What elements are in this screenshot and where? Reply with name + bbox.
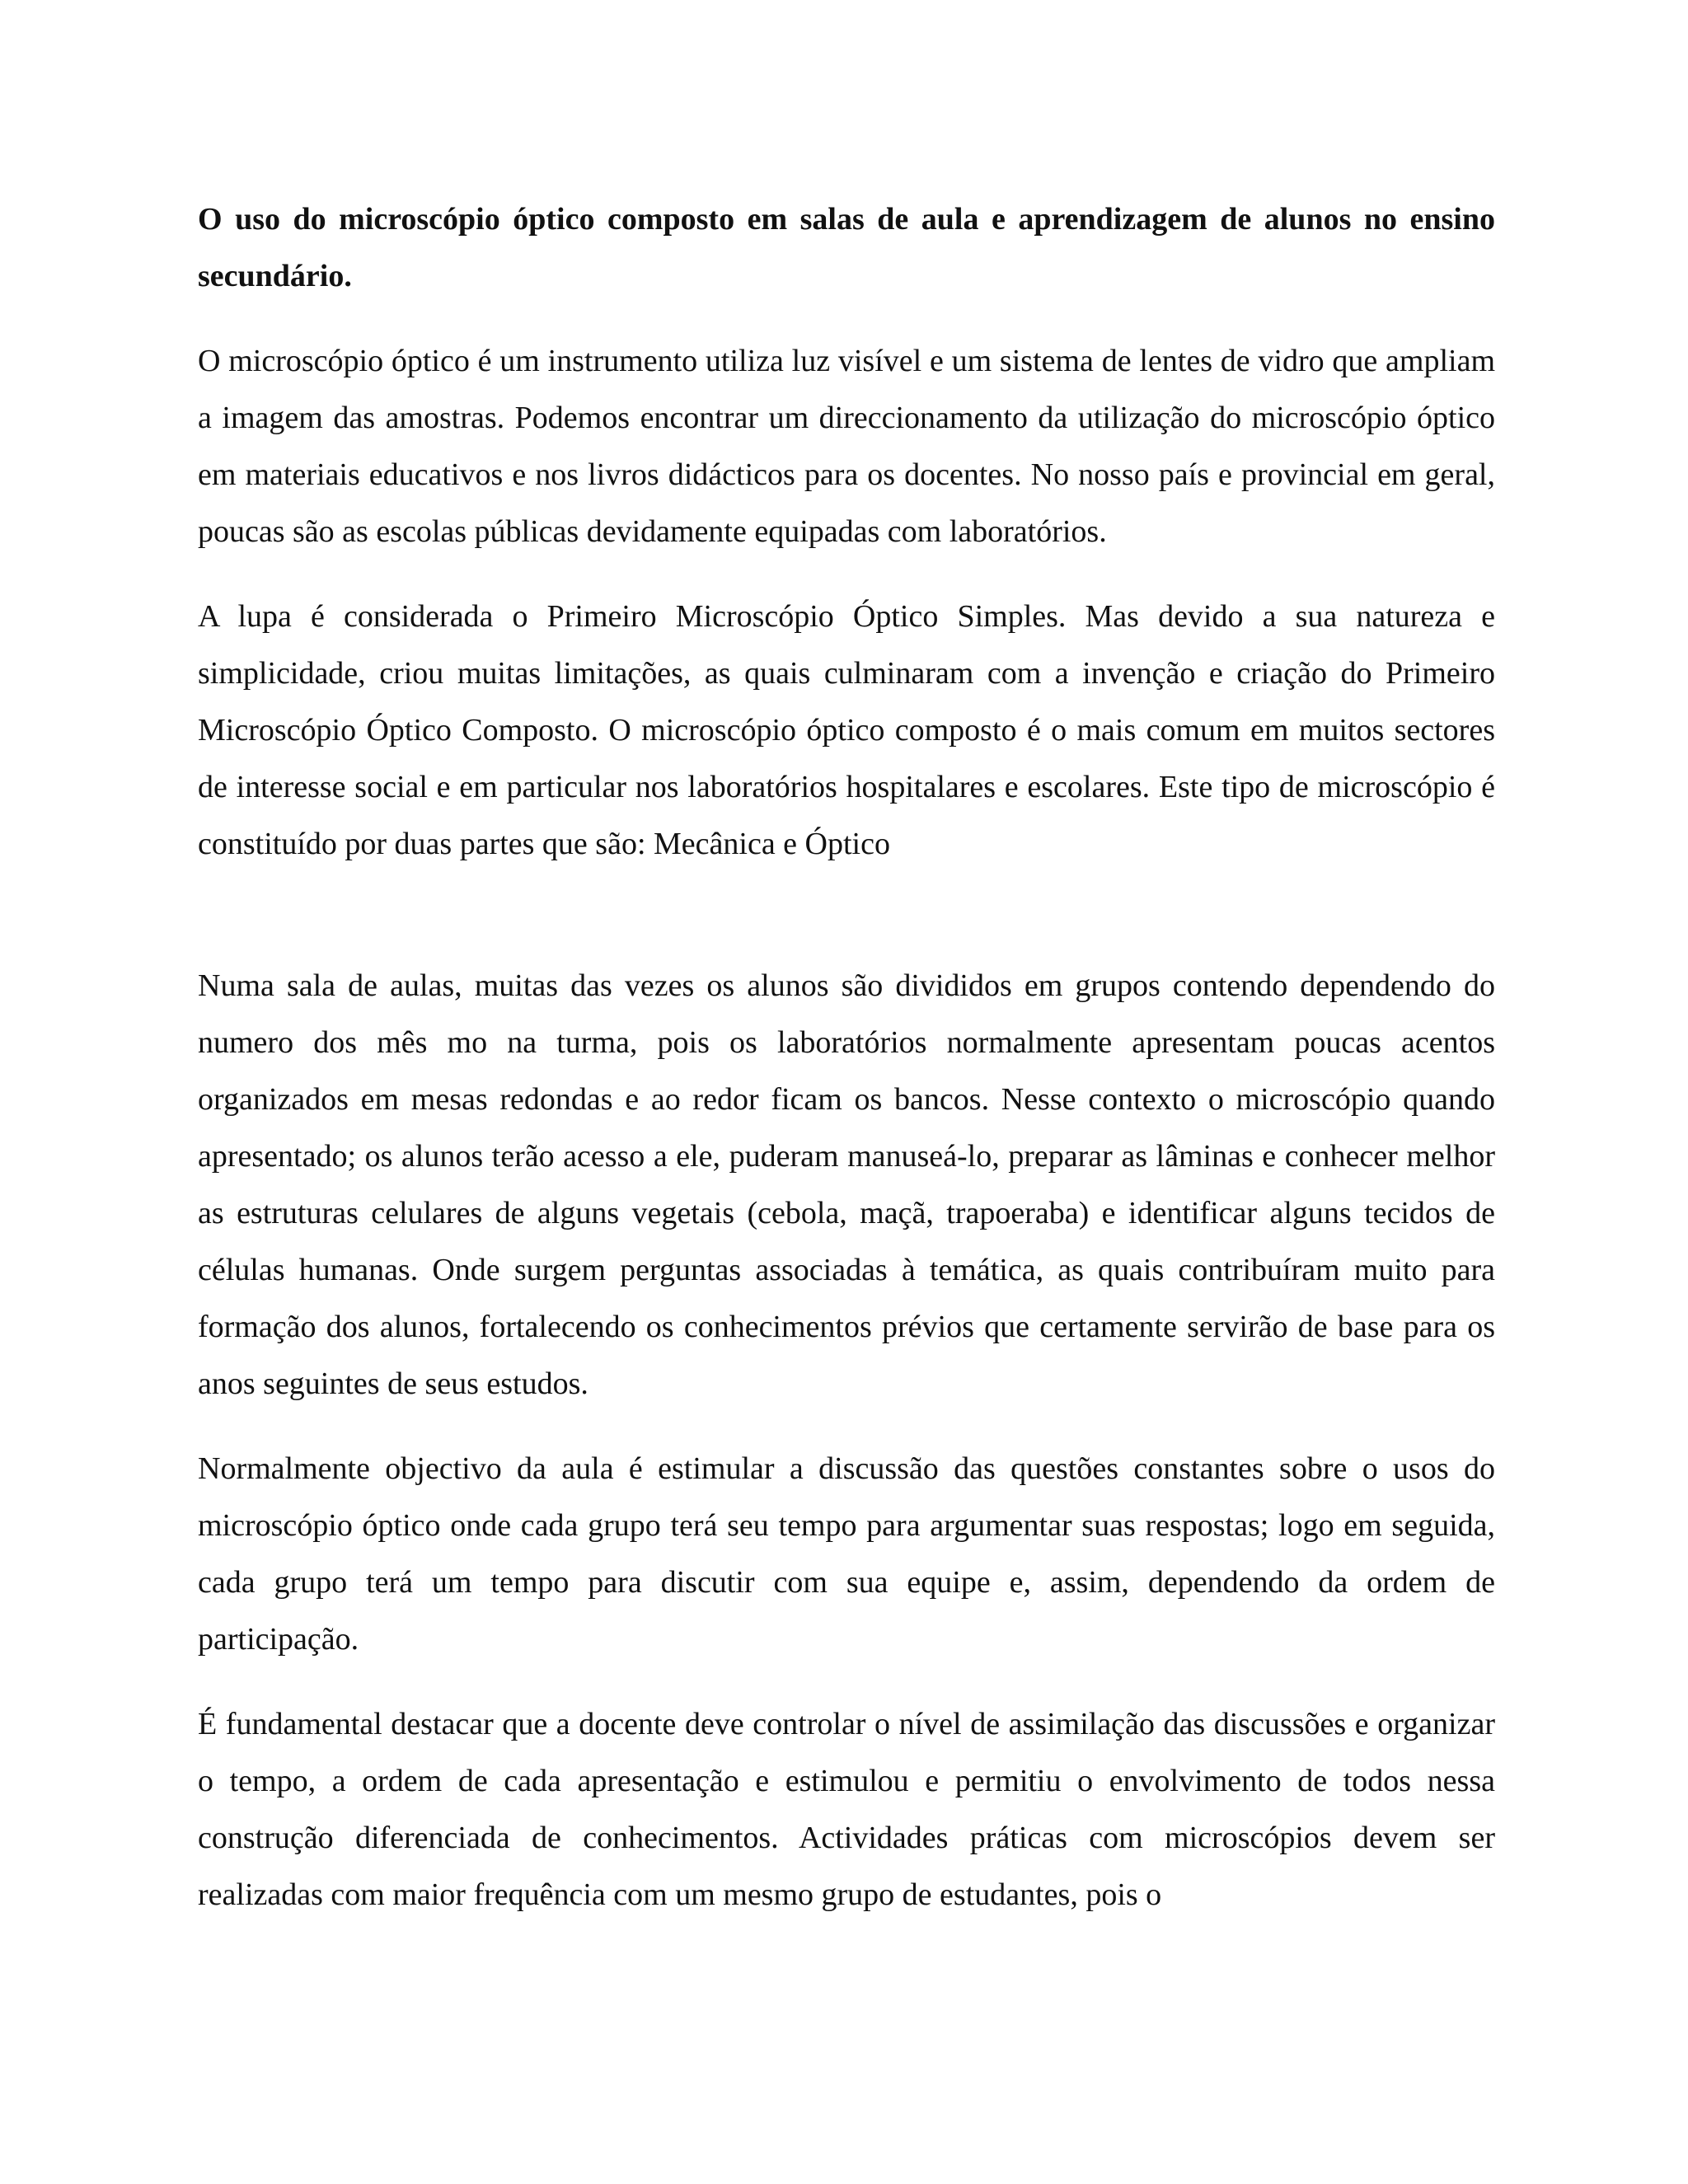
paragraph-5: É fundamental destacar que a docente deve controlar o nível de assimilação das discussões e organizar o tempo, a ordem de cada apresentação e estimulou e permitiu o envolvimento de todos nessa construção diferenciada de conhecimentos. Actividades práticas com microscópios devem ser realizadas com maior frequência com um mesmo grupo de estudantes, pois o <box>198 1707 1495 1912</box>
document-body <box>198 191 1495 1924</box>
paragraph-1: O microscópio óptico é um instrumento utiliza luz visível e um sistema de lentes de vidro que ampliam a imagem das amostras. Podemos encontrar um direccionamento da utilização do microscópio óptico em materiais educativos e nos livros didácticos para os docentes. No nosso país e provincial em geral, poucas são as escolas públicas devidamente equipadas com laboratórios. <box>198 344 1495 549</box>
paragraph-3: Numa sala de aulas, muitas das vezes os alunos são divididos em grupos contendo dependendo do numero dos mês mo na turma, pois os laboratórios normalmente apresentam poucas acentos organizados em mesas redondas e ao redor ficam os bancos. Nesse contexto o microscópio quando apresentado; os alunos terão acesso a ele, puderam manuseá-lo, preparar as lâminas e conhecer melhor as estruturas celulares de alguns vegetais (cebola, maçã, trapoeraba) e identificar alguns tecidos de células humanas. Onde surgem perguntas associadas à temática, as quais contribuíram muito para formação dos alunos, fortalecendo os conhecimentos prévios que certamente servirão de base para os anos seguintes de seus estudos. <box>198 968 1495 1401</box>
paragraph-4: Normalmente objectivo da aula é estimular a discussão das questões constantes sobre o usos do microscópio óptico onde cada grupo terá seu tempo para argumentar suas respostas; logo em seguida, cada grupo terá um tempo para discutir com sua equipe e, assim, dependendo da ordem de participação. <box>198 1451 1495 1657</box>
document-title: O uso do microscópio óptico composto em salas de aula e aprendizagem de alunos no ensino secundário. <box>198 202 1495 293</box>
paragraph-2: A lupa é considerada o Primeiro Microscópio Óptico Simples. Mas devido a sua natureza e simplicidade, criou muitas limitações, as quais culminaram com a invenção e criação do Primeiro Microscópio Óptico Composto. O microscópio óptico composto é o mais comum em muitos sectores de interesse social e em particular nos laboratórios hospitalares e escolares. Este tipo de microscópio é constituído por duas partes que são: Mecânica e Óptico <box>198 599 1495 861</box>
